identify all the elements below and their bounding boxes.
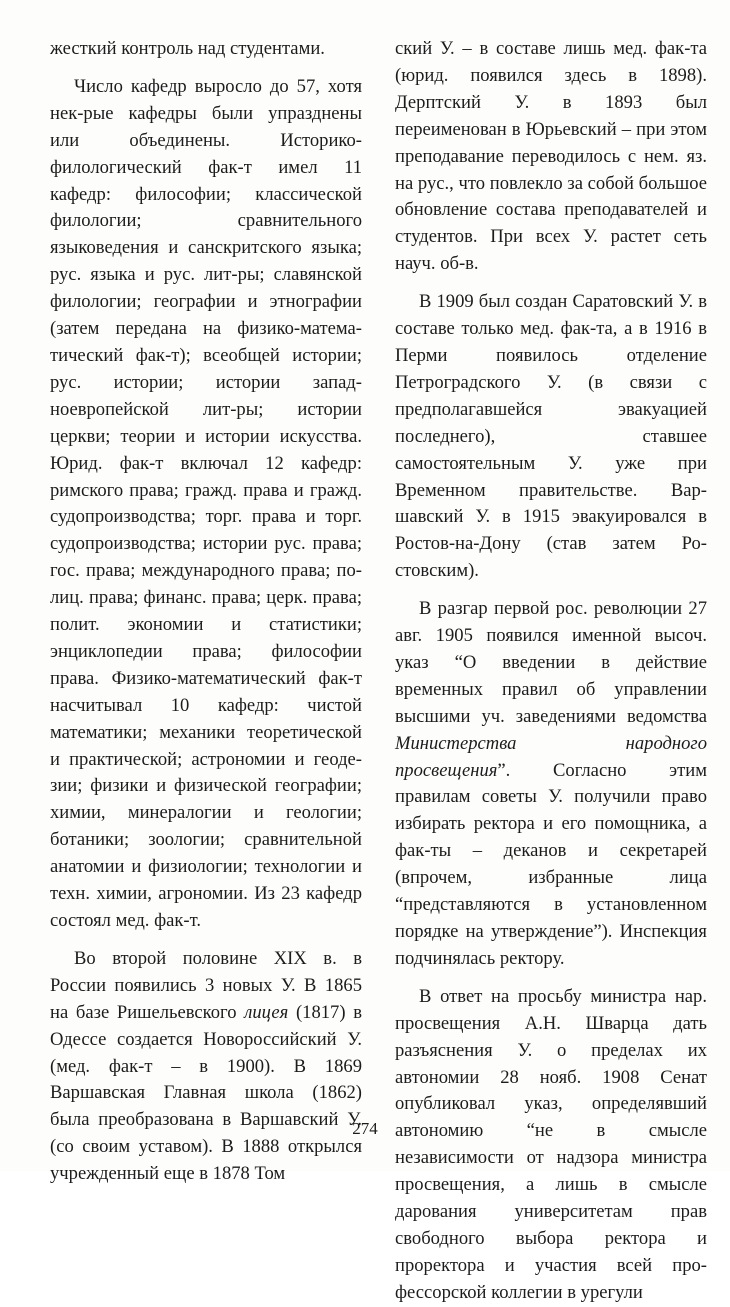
paragraph xyxy=(50,36,362,63)
left-column xyxy=(50,36,362,1188)
right-column xyxy=(395,36,707,1307)
paragraph xyxy=(395,984,707,1307)
italic-term: лицея xyxy=(244,1001,289,1023)
text-run: жесткий контроль над студентами. xyxy=(50,38,325,59)
page-number: 274 xyxy=(352,1119,378,1138)
italic-term: Министерства народного просвещения xyxy=(395,732,707,781)
paragraph xyxy=(50,946,362,1188)
paragraph xyxy=(395,596,707,973)
text-run: Во второй половине XIX в. в России появились 3 новых У. В 1865 на базе Ришельевского xyxy=(50,947,362,1023)
text-run: В разгар первой рос. революции 27 авг. 1905 появился именной высоч. указ “О введении в действие временных правил об управлении высшими уч. заведениями ведомства xyxy=(395,598,707,727)
paragraph xyxy=(50,74,362,935)
text-run: Число кафедр выросло до 57, хотя нек-рые кафедры были упразднены или объединены. Историко-филологический фак-т имел 11 кафедр: философии; классической филологии; сравнительного языковедения и санскритского языка; рус. языка и рус. лит-ры; славянской филологии; географии и этнографии (затем передана на физико-математический фак-т); всеобщей истории; рус. истории; истории западноевропейской лит-ры; истории церкви; теории и истории искусства. Юрид. фак-т включал 12 кафедр: римского права; гражд. права и гражд. судопроизводства; торг. права и торг. судопроизводства; истории рус. права; гос. права; международного права; полиц. права; финанс. права; церк. права; полит. экономии и статистики; энциклопедии права; философии права. Физико-математический фак-т насчитывал 10 кафедр: чистой математики; механики теоретической и практической; астрономии и геодезии; физики и физической географии; химии, минералогии и геологии; ботаники; зоологии; сравнительной анатомии и физиологии; технологии и техн. химии, агрономии. Из 23 кафедр состоял мед. фак-т. xyxy=(50,75,362,931)
text-run: ”. Согласно этим правилам советы У. получили право избирать ректора и его помощника, а фак-ты – деканов и секретарей (впрочем, избранные лица “представляются в установленном порядке на утверждение”). Инспекция подчинялась ректору. xyxy=(395,759,707,969)
text-run: ский У. – в составе лишь мед. фак-та (юрид. появился здесь в 1898). Дерптский У. в 1893 был переименован в Юрьевский – при этом преподавание переводилось с нем. яз. на рус., что повлекло за собой большое обновление состава преподавателей и студентов. При всех У. растет сеть науч. об-в. xyxy=(395,38,707,275)
text-run: В ответ на просьбу министра нар. просвещения А.Н. Шварца дать разъяснения У. о пределах их автономии 28 нояб. 1908 Сенат опубликовал указ, определявший автономию “не в смысле независимости от надзора министра просвещения, а лишь в смысле дарования университетам прав свободного выбора ректора и проректора и участия всей профессорской коллегии в урегули xyxy=(395,985,707,1303)
paragraph xyxy=(395,36,707,278)
text-run: (1817) в Одессе создается Новороссийский У. (мед. фак-т – в 1900). В 1869 Варшавская Главная школа (1862) была преобразована в Варшавский У. (со своим уставом). В 1888 открылся учрежденный еще в 1878 Том xyxy=(50,1001,362,1185)
text-run: В 1909 был создан Саратовский У. в составе только мед. фак-та, а в 1916 в Перми появилось отделение Петроградского У. (в связи с предполагавшейся эвакуацией последнего), ставшее самостоятельным У. уже при Временном правительстве. Варшавский У. в 1915 эвакуировался в Ростов-на-Дону (став затем Ростовским). xyxy=(395,291,707,582)
paragraph xyxy=(395,289,707,585)
